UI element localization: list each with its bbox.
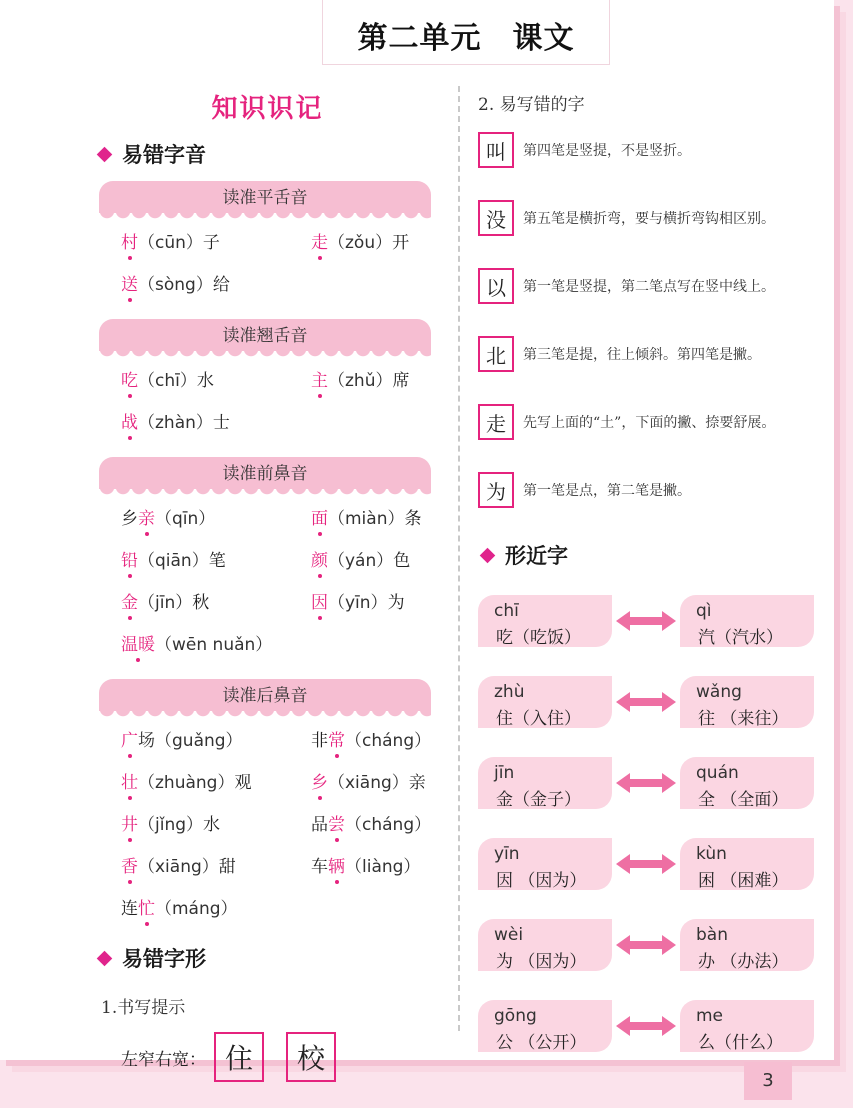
word-item bbox=[121, 630, 311, 655]
highlight-char: 壮 bbox=[121, 772, 138, 793]
word-item bbox=[311, 504, 501, 529]
section-heading-shape bbox=[95, 943, 440, 973]
similar-chars-list bbox=[478, 580, 828, 1066]
word-row bbox=[95, 261, 440, 303]
pinyin: （yīn） bbox=[328, 592, 388, 613]
pronunciation-groups bbox=[95, 181, 440, 927]
word-suffix: 条 bbox=[404, 508, 422, 529]
pinyin: （máng） bbox=[155, 898, 238, 919]
word-suffix: 给 bbox=[212, 274, 230, 295]
double-arrow-icon bbox=[614, 934, 678, 956]
pinyin: （cháng） bbox=[345, 730, 432, 751]
writing-hint-heading: 1.书写提示 bbox=[101, 998, 186, 1018]
page-title: 第二单元 课文 bbox=[357, 21, 575, 56]
stroke-tip-row bbox=[478, 252, 828, 320]
tip-text: 第四笔是竖提，不是竖折。 bbox=[523, 143, 691, 159]
word-prefix: 连 bbox=[121, 898, 138, 919]
word-item bbox=[121, 228, 311, 253]
word-item bbox=[311, 546, 501, 571]
highlight-char: 送 bbox=[121, 274, 138, 295]
card-pinyin: qì bbox=[696, 600, 712, 621]
group-rows bbox=[95, 717, 440, 927]
word-row bbox=[95, 399, 440, 441]
group-rows bbox=[95, 357, 440, 441]
card-word: 吃（吃饭） bbox=[496, 627, 581, 648]
similar-char-card-right bbox=[680, 1000, 814, 1052]
pinyin: （qīn） bbox=[155, 508, 216, 529]
pinyin: （chī） bbox=[138, 370, 197, 391]
section-heading-text: 易错字音 bbox=[122, 143, 206, 167]
word-suffix: 开 bbox=[392, 232, 410, 253]
word-prefix: 车 bbox=[311, 856, 328, 877]
similar-pair-row bbox=[478, 904, 828, 985]
word-suffix: 士 bbox=[212, 412, 230, 433]
word-suffix: 甜 bbox=[218, 856, 236, 877]
pinyin: （wēn nuǎn） bbox=[155, 634, 273, 655]
similar-pair-row bbox=[478, 580, 828, 661]
pinyin: （cháng） bbox=[345, 814, 432, 835]
word-suffix: 为 bbox=[387, 592, 405, 613]
pinyin: （sòng） bbox=[138, 274, 213, 295]
write-example-label: 左窄右宽： bbox=[121, 1049, 206, 1070]
card-word: 困 （困难） bbox=[698, 870, 789, 891]
tip-text: 先写上面的“土”，下面的撇、捺要舒展。 bbox=[523, 415, 776, 431]
word-suffix: 观 bbox=[234, 772, 252, 793]
highlight-char: 因 bbox=[311, 592, 328, 613]
similar-char-card-right bbox=[680, 595, 814, 647]
pinyin: （xiāng） bbox=[138, 856, 219, 877]
left-column bbox=[95, 80, 440, 1082]
knowledge-title: 知识识记 bbox=[211, 94, 324, 124]
double-arrow-icon bbox=[614, 610, 678, 632]
highlight-char: 亲 bbox=[138, 508, 155, 529]
diamond-icon bbox=[97, 950, 113, 966]
word-suffix: 子 bbox=[202, 232, 220, 253]
stroke-tip-row bbox=[478, 184, 828, 252]
card-pinyin: me bbox=[696, 1005, 724, 1026]
word-row bbox=[95, 357, 440, 399]
tip-text: 第三笔是提，往上倾斜。第四笔是撇。 bbox=[523, 347, 761, 363]
tip-char-box: 走 bbox=[478, 404, 514, 440]
highlight-char: 主 bbox=[311, 370, 328, 391]
similar-pair-row bbox=[478, 823, 828, 904]
word-item bbox=[121, 270, 311, 295]
card-pinyin: quán bbox=[696, 762, 739, 783]
card-word: 汽（汽水） bbox=[698, 627, 783, 648]
word-item bbox=[311, 852, 501, 877]
word-item bbox=[311, 588, 501, 613]
card-word: 住（入住） bbox=[496, 708, 581, 729]
section-heading-text: 形近字 bbox=[505, 544, 568, 568]
tip-char-box: 为 bbox=[478, 472, 514, 508]
pinyin: （yán） bbox=[328, 550, 394, 571]
highlight-char: 香 bbox=[121, 856, 138, 877]
highlight-char: 金 bbox=[121, 592, 138, 613]
similar-char-card-left bbox=[478, 919, 612, 971]
stroke-tip-row bbox=[478, 456, 828, 524]
highlight-char: 村 bbox=[121, 232, 138, 253]
write-char-box: 校 bbox=[286, 1032, 336, 1082]
similar-pair-row bbox=[478, 742, 828, 823]
word-item bbox=[121, 504, 311, 529]
word-row bbox=[95, 579, 440, 621]
tip-text: 第一笔是点，第二笔是撇。 bbox=[523, 483, 691, 499]
double-arrow-icon bbox=[614, 1015, 678, 1037]
tip-char-box: 叫 bbox=[478, 132, 514, 168]
group-label-bar: 读准后鼻音 bbox=[99, 679, 431, 711]
card-pinyin: wǎng bbox=[696, 681, 742, 702]
section-heading-similar bbox=[478, 540, 828, 570]
group-label-bar: 读准前鼻音 bbox=[99, 457, 431, 489]
word-item bbox=[311, 228, 501, 253]
pinyin: （zǒu） bbox=[328, 232, 393, 253]
word-row bbox=[95, 801, 440, 843]
similar-pair-row bbox=[478, 985, 828, 1066]
pinyin: （zhǔ） bbox=[328, 370, 393, 391]
word-item bbox=[311, 726, 501, 751]
word-item bbox=[121, 588, 311, 613]
word-row bbox=[95, 885, 440, 927]
word-suffix: 席 bbox=[392, 370, 410, 391]
pinyin: （jǐng） bbox=[138, 814, 204, 835]
easy-wrong-heading: 2. 易写错的字 bbox=[478, 95, 585, 115]
word-prefix: 非 bbox=[311, 730, 328, 751]
word-suffix: 水 bbox=[196, 370, 214, 391]
word-row bbox=[95, 621, 440, 663]
highlight-char: 辆 bbox=[328, 856, 345, 877]
pinyin: （jīn） bbox=[138, 592, 193, 613]
highlight-char: 常 bbox=[328, 730, 345, 751]
card-pinyin: zhù bbox=[494, 681, 525, 702]
similar-char-card-left bbox=[478, 595, 612, 647]
highlight-char: 乡 bbox=[311, 772, 328, 793]
write-char-box: 住 bbox=[214, 1032, 264, 1082]
word-item bbox=[121, 366, 311, 391]
word-row bbox=[95, 219, 440, 261]
group-rows bbox=[95, 219, 440, 303]
highlight-char: 广 bbox=[121, 730, 138, 751]
similar-char-card-left bbox=[478, 676, 612, 728]
word-suffix: 色 bbox=[393, 550, 411, 571]
tip-char-box: 北 bbox=[478, 336, 514, 372]
word-row bbox=[95, 717, 440, 759]
diamond-icon bbox=[97, 146, 113, 162]
highlight-char: 温暖 bbox=[121, 634, 155, 655]
similar-char-card-right bbox=[680, 919, 814, 971]
tip-text: 第一笔是竖提，第二笔点写在竖中线上。 bbox=[523, 279, 775, 295]
word-row bbox=[95, 759, 440, 801]
page-number: 3 bbox=[744, 1062, 792, 1100]
card-word: 金（金子） bbox=[496, 789, 581, 810]
word-item bbox=[121, 768, 311, 793]
word-item bbox=[121, 810, 311, 835]
card-pinyin: bàn bbox=[696, 924, 728, 945]
stroke-tip-row bbox=[478, 116, 828, 184]
card-pinyin: yīn bbox=[494, 843, 520, 864]
similar-char-card-left bbox=[478, 1000, 612, 1052]
card-word: 为 （因为） bbox=[496, 951, 587, 972]
highlight-char: 铅 bbox=[121, 550, 138, 571]
group-label-bar: 读准翘舌音 bbox=[99, 319, 431, 351]
pinyin: （qiān） bbox=[138, 550, 209, 571]
card-word: 么（什么） bbox=[698, 1032, 783, 1053]
word-item bbox=[121, 852, 311, 877]
stroke-tip-row bbox=[478, 388, 828, 456]
highlight-char: 尝 bbox=[328, 814, 345, 835]
tip-char-box: 以 bbox=[478, 268, 514, 304]
similar-pair-row bbox=[478, 661, 828, 742]
pinyin: （liàng） bbox=[345, 856, 421, 877]
card-pinyin: gōng bbox=[494, 1005, 537, 1026]
group-rows bbox=[95, 495, 440, 663]
highlight-char: 走 bbox=[311, 232, 328, 253]
word-row bbox=[95, 537, 440, 579]
tip-text: 第五笔是横折弯，要与横折弯钩相区别。 bbox=[523, 211, 775, 227]
card-pinyin: chī bbox=[494, 600, 519, 621]
highlight-char: 吃 bbox=[121, 370, 138, 391]
card-word: 全 （全面） bbox=[698, 789, 789, 810]
pinyin: （miàn） bbox=[328, 508, 405, 529]
card-word: 公 （公开） bbox=[496, 1032, 587, 1053]
pinyin: （cūn） bbox=[138, 232, 203, 253]
stroke-tips-list bbox=[478, 116, 828, 524]
double-arrow-icon bbox=[614, 772, 678, 794]
similar-char-card-left bbox=[478, 838, 612, 890]
diamond-icon bbox=[480, 547, 496, 563]
word-suffix: 水 bbox=[203, 814, 221, 835]
pinyin: （zhàn） bbox=[138, 412, 213, 433]
pinyin: 场（guǎng） bbox=[138, 730, 243, 751]
word-prefix: 乡 bbox=[121, 508, 138, 529]
word-suffix: 亲 bbox=[408, 772, 426, 793]
highlight-char: 战 bbox=[121, 412, 138, 433]
stroke-tip-row bbox=[478, 320, 828, 388]
word-item bbox=[121, 546, 311, 571]
word-prefix: 品 bbox=[311, 814, 328, 835]
card-word: 办 （办法） bbox=[698, 951, 789, 972]
word-row bbox=[95, 843, 440, 885]
highlight-char: 井 bbox=[121, 814, 138, 835]
right-column bbox=[478, 80, 828, 1066]
double-arrow-icon bbox=[614, 691, 678, 713]
word-item bbox=[311, 768, 501, 793]
highlight-char: 面 bbox=[311, 508, 328, 529]
word-item bbox=[121, 894, 311, 919]
card-word: 因 （因为） bbox=[496, 870, 587, 891]
card-pinyin: wèi bbox=[494, 924, 524, 945]
similar-char-card-right bbox=[680, 757, 814, 809]
card-pinyin: jīn bbox=[494, 762, 515, 783]
double-arrow-icon bbox=[614, 853, 678, 875]
similar-char-card-right bbox=[680, 838, 814, 890]
group-label-bar: 读准平舌音 bbox=[99, 181, 431, 213]
pinyin: （zhuàng） bbox=[138, 772, 235, 793]
card-pinyin: kùn bbox=[696, 843, 727, 864]
word-item bbox=[121, 726, 311, 751]
pinyin: （xiāng） bbox=[328, 772, 409, 793]
write-example-row bbox=[95, 1032, 440, 1082]
section-heading-pronunciation bbox=[95, 139, 440, 169]
tip-char-box: 没 bbox=[478, 200, 514, 236]
section-heading-text: 易错字形 bbox=[122, 947, 206, 971]
word-item bbox=[311, 366, 501, 391]
similar-char-card-right bbox=[680, 676, 814, 728]
unit-title-tab bbox=[322, 0, 610, 65]
word-item bbox=[311, 810, 501, 835]
word-suffix: 秋 bbox=[192, 592, 210, 613]
similar-char-card-left bbox=[478, 757, 612, 809]
highlight-char: 颜 bbox=[311, 550, 328, 571]
word-row bbox=[95, 495, 440, 537]
highlight-char: 忙 bbox=[138, 898, 155, 919]
card-word: 往 （来往） bbox=[698, 708, 789, 729]
word-item bbox=[121, 408, 311, 433]
word-suffix: 笔 bbox=[208, 550, 226, 571]
